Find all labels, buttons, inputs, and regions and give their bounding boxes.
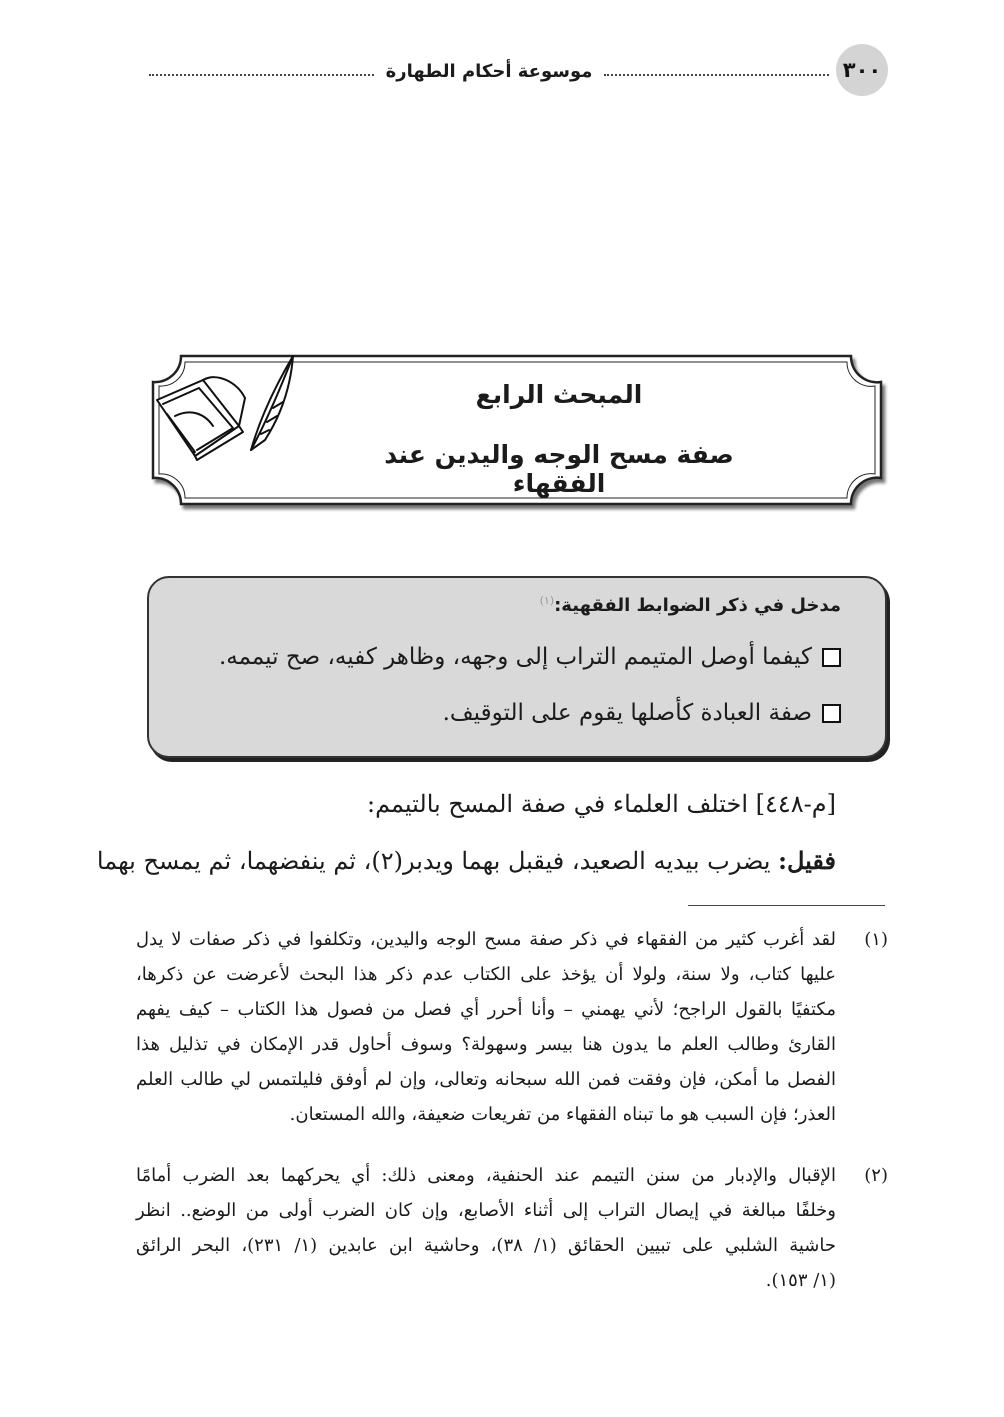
checkbox-icon [822,648,841,667]
rule-text: كيفما أوصل المتيمم التراب إلى وجهه، وظاهر كفيه، صح تيممه. [218,644,812,670]
rule-item [219,644,841,670]
footnote-line: العذر؛ فإن السبب هو ما تبناه الفقهاء من تفريعات ضعيفة، والله المستعان. [289,1104,836,1125]
header-dots-left [149,74,374,76]
chapter-banner [147,352,889,512]
footnote-line: القارئ وطالب العلم ما يدون هنا بيسر وسهولة؟ وسوف أحاول قدر الإمكان في تذليل هذا [136,1034,836,1055]
footnote-line: لقد أغرب كثير من الفقهاء في ذكر صفة مسح الوجه واليدين، وتكلفوا في ذكر صفات لا يدل [136,929,836,950]
footnote-line: وخلفًا مبالغة في إيصال التراب إلى أثناء الأصابع، وإن كان الضرب أولى من الوضع.. انظر [136,1200,836,1221]
rules-box [147,576,887,758]
footnote-number: (١) [864,929,888,950]
page-number: ٣٠٠ [836,44,888,96]
footnote-text [136,922,836,1132]
footnote-line: عليها كتاب، ولا سنة، ولولا أن يؤخذ على الكتاب عدم ذكر هذا البحث لأعرضت عن ذكرها، [136,964,836,985]
section-subheading: صفة مسح الوجه واليدين عند الفقهاء [384,440,734,498]
header-dots-right [604,74,829,76]
footnote-line: (١/ ١٥٣). [765,1270,836,1291]
rules-title [540,594,841,616]
book-title: موسوعة أحكام الطهارة [385,60,593,82]
checkbox-icon [822,704,841,723]
footnote-text [136,1158,836,1298]
section-heading: المبحث الرابع [475,380,643,409]
opinion-lead: فقيل: [778,846,836,875]
rule-text: صفة العبادة كأصلها يقوم على التوقيف. [442,700,812,726]
footnote-number: (٢) [864,1165,888,1186]
footnote-1 [136,922,886,1132]
book-and-quill-icon [147,352,297,462]
body-paragraph-issue: [م-٤٤٨] اختلف العلماء في صفة المسح بالتيمم: [366,790,836,818]
footnote-line: الفصل ما أمكن، فإن وفقت فمن الله سبحانه وتعالى، وإن لم أوفق فليلتمس لي طالب العلم [136,1069,836,1090]
footnote-line: الإقبال والإدبار من سنن التيمم عند الحنفية، ومعنى ذلك: أي يحركهما بعد الضرب أمامًا [136,1165,836,1186]
running-header [149,56,829,86]
footnote-separator [688,905,885,906]
opinion-text: يضرب بيديه الصعيد، فيقبل بهما ويدبر(٢)، ثم ينفضهما، ثم يمسح بهما [96,847,779,875]
rule-item [443,700,841,726]
footnote-2 [136,1158,886,1298]
footnote-line: حاشية الشلبي على تبيين الحقائق (١/ ٣٨)، وحاشية ابن عابدين (١/ ٢٣١)، البحر الرائق [136,1235,836,1256]
footnote-line: مكتفيًا بالقول الراجح؛ لأني يهمني – وأنا أحرر أي فصل من فصول هذا الكتاب – كيف يفهم [136,999,836,1020]
rules-title-ref: (١) [539,594,555,607]
rules-title-text: مدخل في ذكر الضوابط الفقهية: [554,595,841,616]
body-paragraph-opinion [96,846,836,875]
